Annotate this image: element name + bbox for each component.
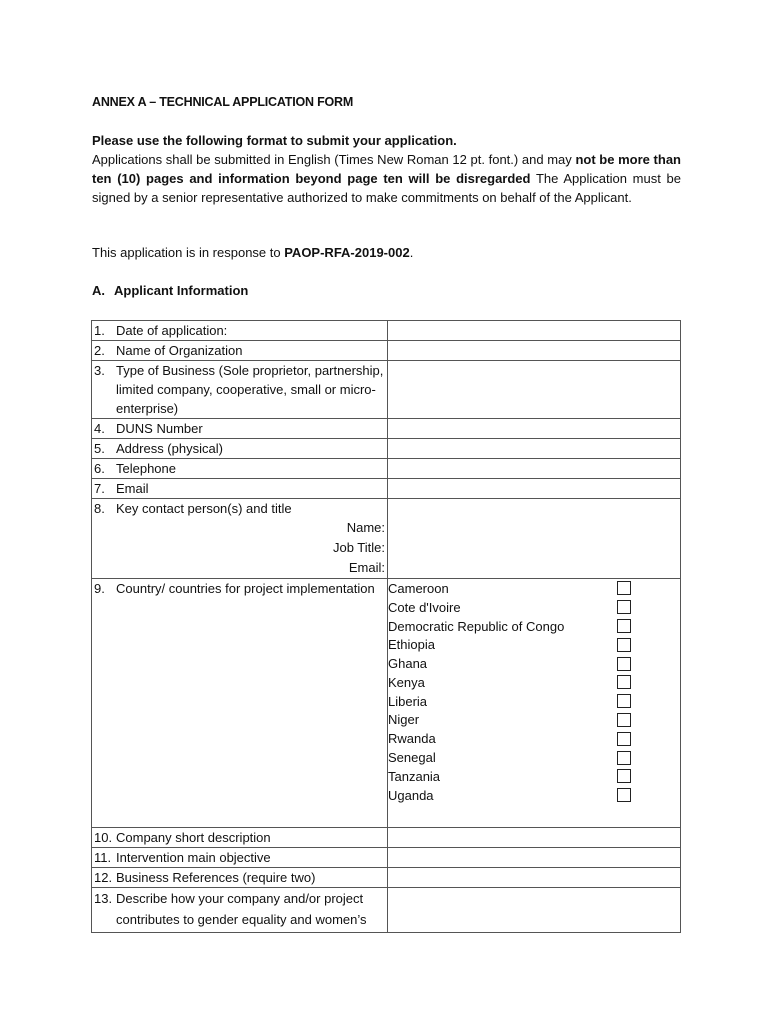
question-text: Key contact person(s) and title: [116, 501, 292, 516]
country-label: Liberia: [388, 693, 428, 709]
checkbox[interactable]: [617, 769, 631, 783]
country-label: Ghana: [388, 656, 428, 672]
country-label: Cote d'Ivoire: [388, 599, 461, 615]
intro-instructions: [92, 131, 681, 207]
table-row: [92, 499, 681, 579]
country-option[interactable]: [388, 692, 680, 711]
question-cell: [92, 887, 388, 932]
country-option[interactable]: [388, 579, 680, 598]
question-number: 8.: [94, 501, 105, 516]
question-number: 5.: [94, 441, 105, 456]
answer-field-references[interactable]: [388, 867, 681, 887]
answer-field-address[interactable]: [388, 439, 681, 459]
country-label: Ethiopia: [388, 637, 435, 653]
answer-field-key-contact[interactable]: [388, 499, 681, 579]
contact-name-label: Name:: [346, 520, 385, 535]
response-prefix: This application is in response to: [92, 245, 285, 260]
answer-field-company-description[interactable]: [388, 827, 681, 847]
intro-lead: Please use the following format to submit your application.: [92, 133, 457, 148]
table-row: [92, 827, 681, 847]
question-cell: [92, 459, 388, 479]
answer-field-date[interactable]: [388, 321, 681, 341]
question-cell: [92, 341, 388, 361]
country-option[interactable]: [388, 767, 680, 786]
question-text: Country/ countries for project implementation: [116, 581, 375, 596]
question-cell: [92, 479, 388, 499]
checkbox[interactable]: [617, 600, 631, 614]
checkbox[interactable]: [617, 638, 631, 652]
table-row: [92, 887, 681, 932]
country-label: Rwanda: [388, 731, 436, 747]
country-label: Kenya: [388, 674, 425, 690]
contact-job-title-label: Job Title:: [332, 540, 385, 555]
table-row: [92, 361, 681, 419]
table-row: [92, 419, 681, 439]
section-letter: A.: [92, 283, 105, 298]
country-option[interactable]: [388, 617, 680, 636]
question-cell: [92, 419, 388, 439]
country-option[interactable]: [388, 711, 680, 730]
table-row: [92, 579, 681, 828]
question-number: 2.: [94, 343, 105, 358]
question-number: 9.: [94, 581, 105, 596]
answer-field-email[interactable]: [388, 479, 681, 499]
question-cell: [92, 827, 388, 847]
checkbox[interactable]: [617, 713, 631, 727]
country-label: Tanzania: [388, 768, 441, 784]
question-number: 1.: [94, 323, 105, 338]
checkbox[interactable]: [617, 619, 631, 633]
question-text: Address (physical): [116, 441, 223, 456]
question-text: Describe how your company and/or project contributes to gender equality and women’s: [116, 890, 367, 927]
question-number: 12.: [94, 869, 113, 885]
answer-field-gender-equality[interactable]: [388, 887, 681, 932]
checkbox[interactable]: [617, 675, 631, 689]
table-row: [92, 321, 681, 341]
question-number: 11.: [94, 849, 112, 865]
country-label: Cameroon: [388, 580, 449, 596]
question-text: Company short description: [116, 829, 271, 845]
contact-email-label: Email:: [348, 560, 385, 575]
intro-body-bold: not be more than ten (10) pages and information beyond page ten will be disregarded: [92, 152, 681, 186]
table-row: [92, 459, 681, 479]
form-heading: ANNEX A – TECHNICAL APPLICATION FORM: [92, 95, 354, 109]
country-option[interactable]: [388, 786, 680, 805]
answer-field-objective[interactable]: [388, 847, 681, 867]
response-suffix: .: [409, 245, 414, 260]
checkbox[interactable]: [617, 694, 631, 708]
table-row: [92, 867, 681, 887]
question-cell: [92, 499, 388, 579]
response-line: [92, 245, 413, 260]
checkbox[interactable]: [617, 788, 631, 802]
question-text: Name of Organization: [116, 343, 243, 358]
question-cell: [92, 361, 388, 419]
checkbox[interactable]: [617, 732, 631, 746]
checkbox[interactable]: [617, 751, 631, 765]
question-text: Date of application:: [116, 323, 228, 338]
intro-body-text-1: Applications shall be submitted in English (Times New Roman 12 pt. font.) and may: [92, 152, 576, 167]
answer-field-duns[interactable]: [388, 419, 681, 439]
question-cell: [92, 321, 388, 341]
answer-field-organization[interactable]: [388, 341, 681, 361]
question-cell: [92, 439, 388, 459]
country-label: Senegal: [388, 750, 436, 766]
table-row: [92, 439, 681, 459]
checkbox[interactable]: [617, 657, 631, 671]
intro-body: [92, 150, 681, 207]
question-text: Telephone: [116, 461, 176, 476]
country-option[interactable]: [388, 748, 680, 767]
question-text: Type of Business (Sole proprietor, partnership, limited company, cooperative, small or micro-enterprise): [116, 363, 384, 416]
section-heading: [92, 283, 248, 298]
answer-field-business-type[interactable]: [388, 361, 681, 419]
applicant-info-table: [91, 320, 681, 933]
country-option[interactable]: [388, 673, 680, 692]
table-row: [92, 847, 681, 867]
question-number: 6.: [94, 461, 105, 476]
checkbox[interactable]: [617, 581, 631, 595]
country-option[interactable]: [388, 729, 680, 748]
question-cell: [92, 579, 388, 828]
question-number: 13.: [94, 890, 113, 906]
question-text: Email: [116, 481, 149, 496]
question-number: 10.: [94, 829, 113, 845]
table-row: [92, 479, 681, 499]
country-label: Uganda: [388, 787, 434, 803]
section-title: Applicant Information: [114, 283, 249, 298]
answer-field-telephone[interactable]: [388, 459, 681, 479]
question-cell: [92, 847, 388, 867]
intro-body-text-2: The Application must be signed by a senior representative authorized to make commitments on behalf of the Applicant.: [92, 171, 681, 205]
question-text: Business References (require two): [116, 869, 316, 885]
question-number: 3.: [94, 363, 105, 378]
table-row: [92, 341, 681, 361]
country-checklist: [388, 579, 681, 828]
question-number: 7.: [94, 481, 105, 496]
question-number: 4.: [94, 421, 105, 436]
rfa-code: PAOP-RFA-2019-002: [284, 245, 410, 260]
country-option[interactable]: [388, 598, 680, 617]
question-text: DUNS Number: [116, 421, 203, 436]
country-label: Niger: [388, 712, 420, 728]
country-option[interactable]: [388, 635, 680, 654]
country-label: Democratic Republic of Congo: [388, 618, 565, 634]
question-text: Intervention main objective: [116, 849, 271, 865]
country-option[interactable]: [388, 654, 680, 673]
question-cell: [92, 867, 388, 887]
